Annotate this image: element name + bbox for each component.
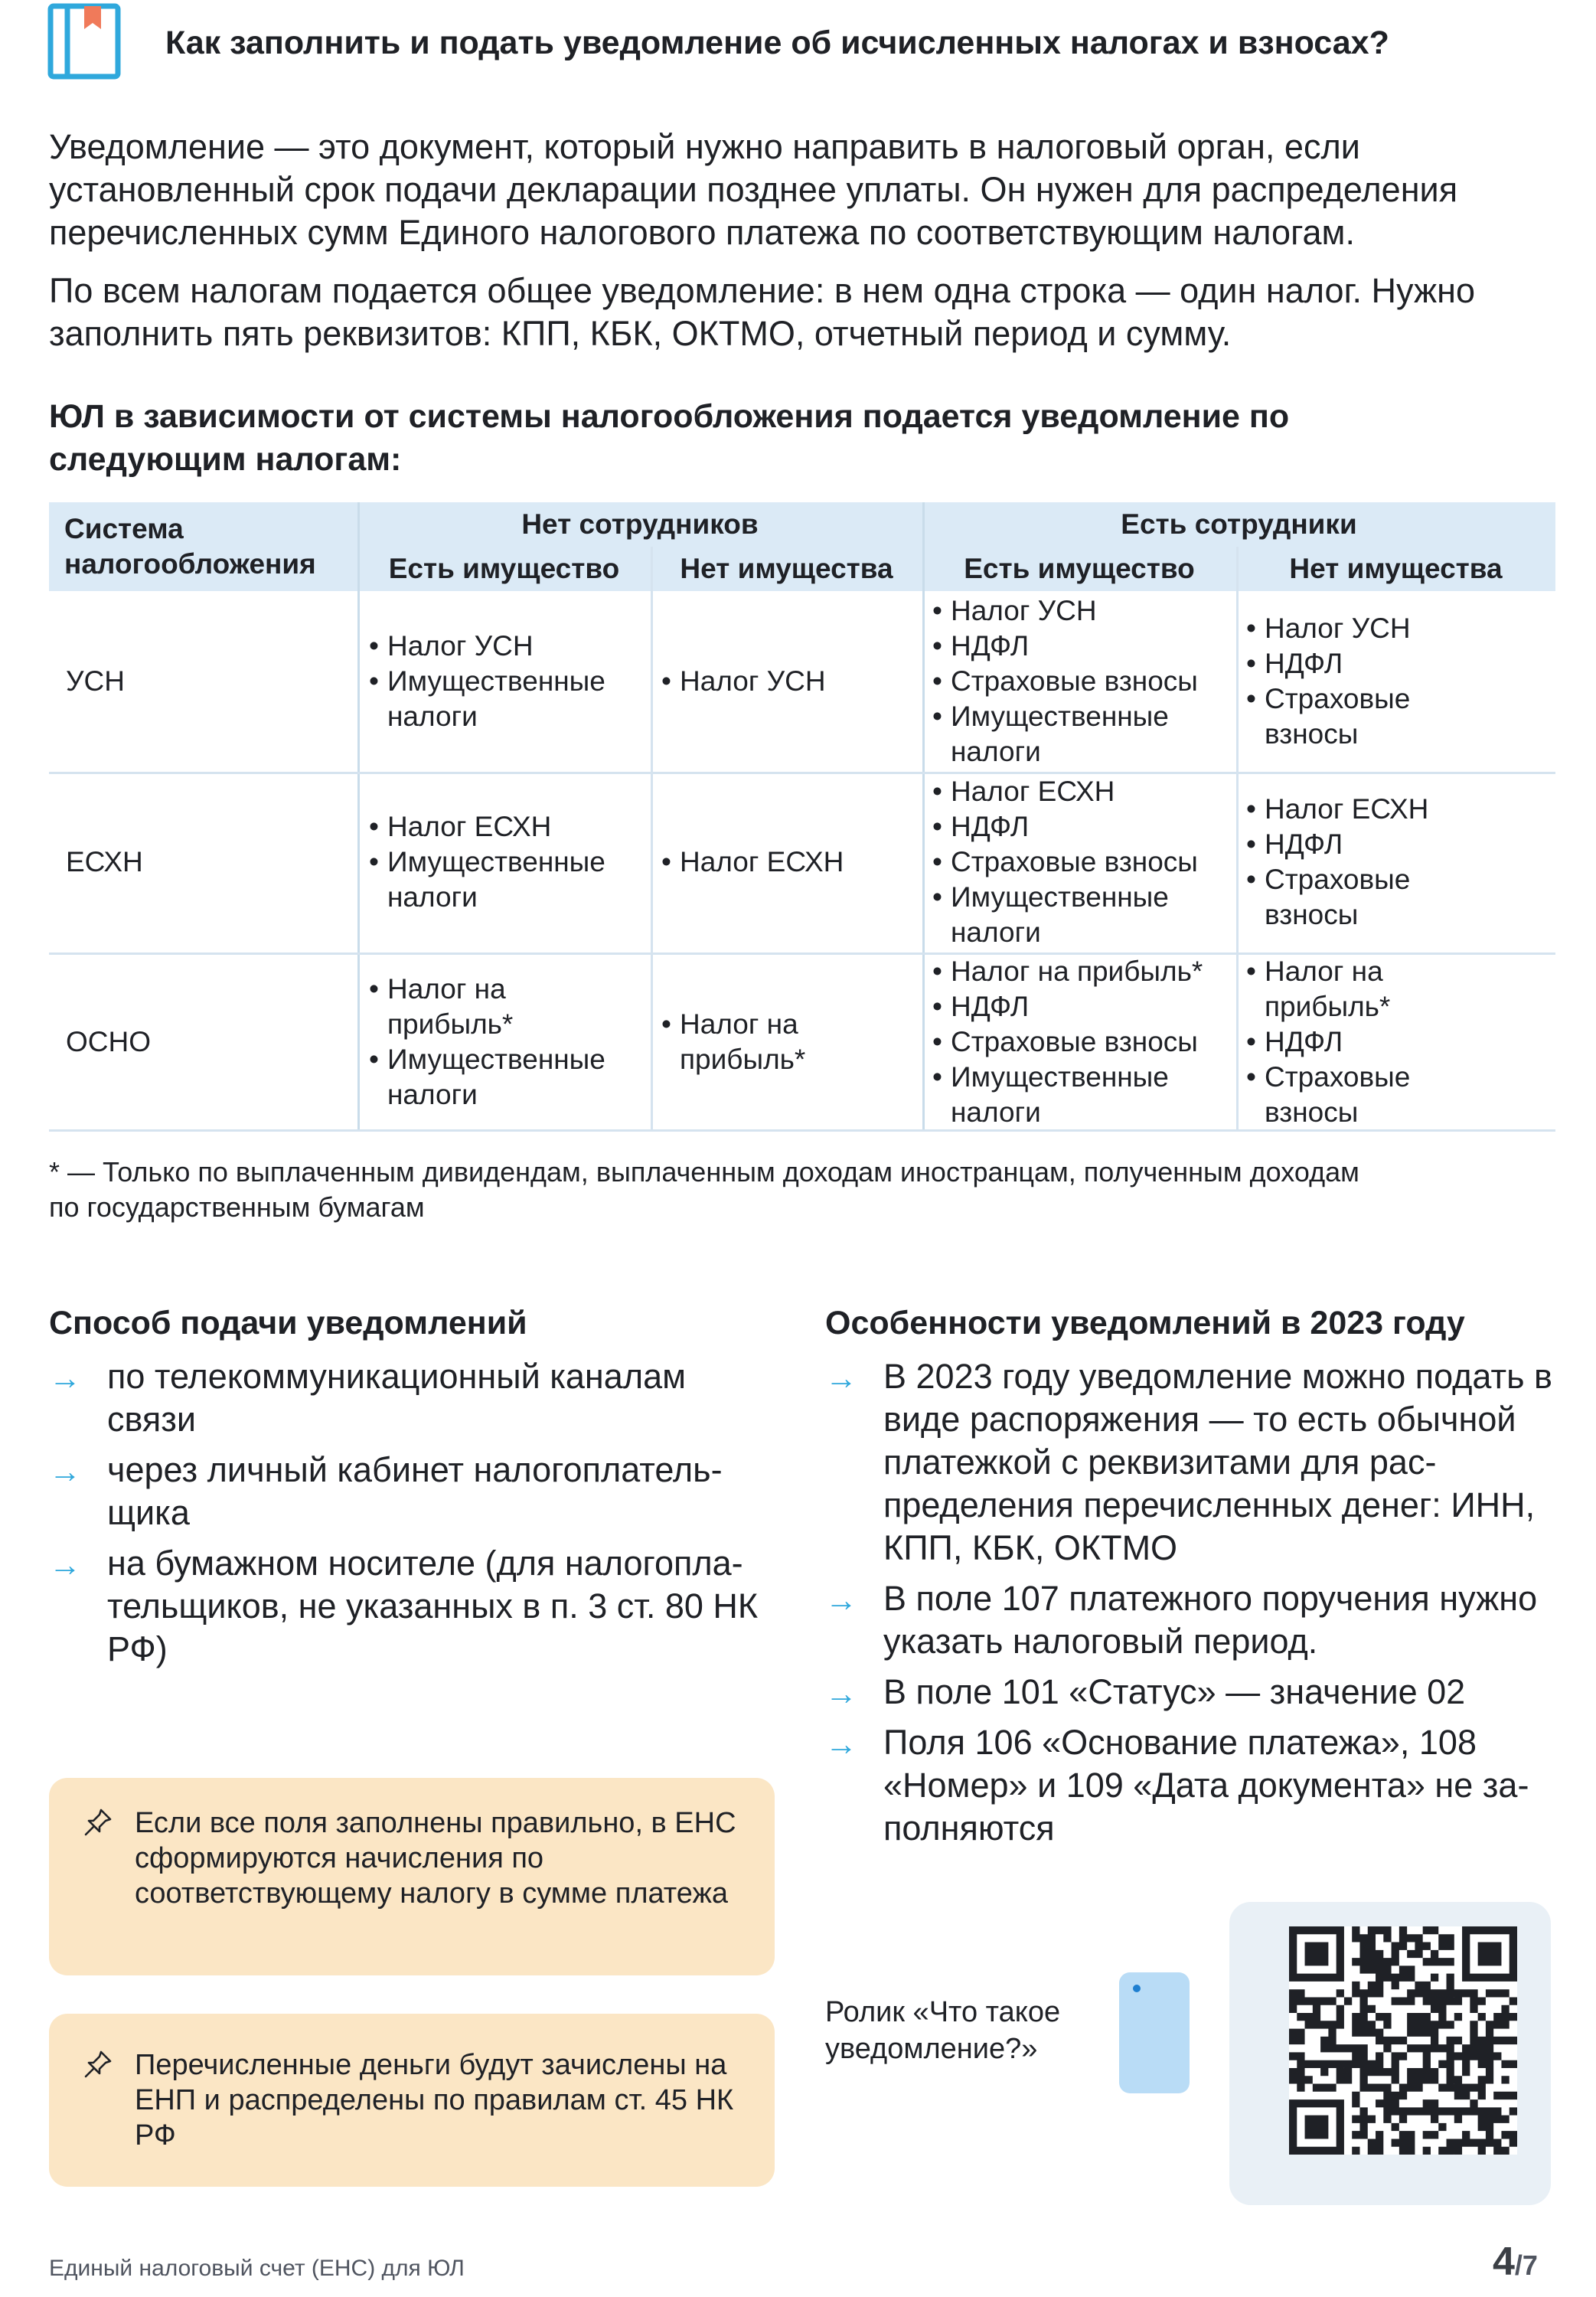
note-text: Перечисленные деньги будут зачислены на ЕНП и распределены по правилам ст. 45 НК РФ (135, 2049, 734, 2152)
tax-item: • НДФЛ (932, 989, 1235, 1024)
intro-line: По всем налогам подается общее уведомление: в нем одна строка — один налог. Нужно (49, 271, 1475, 310)
tax-item: • Страховые взносы (1246, 681, 1445, 752)
list-item (49, 1449, 784, 1534)
table-cell (661, 772, 922, 952)
tax-item: • Налог на прибыль* (661, 1007, 853, 1077)
header-system-line: Система (64, 513, 184, 544)
tax-item: • Имущественные налоги (932, 699, 1231, 769)
qr-code[interactable] (1289, 1926, 1517, 2155)
table-cell (661, 952, 922, 1132)
row-system-label: УСН (66, 665, 125, 697)
tax-item: • Имущественные налоги (932, 880, 1231, 950)
list-item (825, 1577, 1560, 1663)
tax-item: • Страховые взносы (1246, 862, 1445, 933)
arrow-right-icon: → (825, 1582, 857, 1618)
info-note (49, 1778, 775, 1975)
list-item (825, 1721, 1560, 1850)
pin-icon (83, 2049, 113, 2080)
tax-item: • Налог УСН (661, 664, 826, 699)
row-system-label: ОСНО (66, 1026, 151, 1057)
table-cell (932, 772, 1231, 952)
header-no-staff: Нет сотрудников (357, 502, 922, 547)
row-system-label: ЕСХН (66, 846, 143, 877)
header-staff-no-property: Нет имущества (1236, 547, 1555, 591)
pin-icon (83, 1807, 113, 1838)
table-heading-line: ЮЛ в зависимости от системы налогообложения подается уведомление по (49, 398, 1290, 435)
tax-item: • Имущественные налоги (369, 664, 645, 734)
table-cell (369, 952, 645, 1132)
tax-item: • Налог УСН (1246, 611, 1445, 646)
tax-item: • Страховые взносы (932, 845, 1231, 880)
tax-item: • Имущественные налоги (932, 1060, 1235, 1130)
page-number (1493, 2239, 1538, 2285)
table-cell (1246, 591, 1445, 772)
page-current: 4 (1493, 2240, 1515, 2284)
method-section-title: Способ подачи уведомлений (49, 1305, 527, 1341)
list-item-text: В поле 101 «Статус» — значение 02 (883, 1672, 1466, 1711)
footer-text: Единый налоговый счет (ЕНС) для ЮЛ (49, 2256, 465, 2281)
bookmark-book-icon (47, 3, 121, 80)
tax-item: • Налог ЕСХН (661, 845, 844, 880)
tax-item: • НДФЛ (1246, 827, 1445, 862)
table-footnote (49, 1155, 1519, 1225)
phone-camera-dot (1133, 1985, 1141, 1992)
tax-item: • Налог УСН (932, 593, 1231, 629)
tax-item: • Налог УСН (369, 629, 645, 664)
list-item (825, 1671, 1560, 1714)
tax-item: • Налог ЕСХН (369, 809, 645, 845)
list-item-text: по телекоммуникационный каналам связи (107, 1357, 687, 1439)
table-cell (1246, 772, 1445, 952)
video-label: Ролик «Что такое уведомление?» (825, 1996, 1061, 2065)
list-item (825, 1355, 1560, 1570)
arrow-right-icon: → (49, 1453, 81, 1489)
note-text: Если все поля заполнены правильно, в ЕНС сформируются начисления по соответствующему налогу в сумме платежа (135, 1807, 736, 1910)
arrow-right-icon: → (49, 1360, 81, 1396)
tax-item: • НДФЛ (932, 629, 1231, 664)
tax-item: • Налог на прибыль* (369, 972, 560, 1042)
tax-item: • Страховые взносы (1246, 1060, 1438, 1130)
list-item-text: через личный кабинет налогоплательщика (107, 1450, 723, 1532)
intro-line: Уведомление — это документ, который нужно направить в налоговый орган, если (49, 127, 1360, 166)
table-heading-line: следующим налогам: (49, 441, 402, 478)
features-section-title: Особенности уведомлений в 2023 году (825, 1305, 1465, 1341)
table-cell (932, 591, 1231, 772)
list-item-text: Поля 106 «Основание платежа», 108 «Номер» и 109 «Дата документа» не заполняются (883, 1723, 1529, 1848)
header-system-line: налогообложения (64, 548, 316, 580)
table-cell (1246, 952, 1445, 1132)
footnote-line: по государственным бумагам (49, 1191, 425, 1223)
table-divider (1236, 547, 1239, 1132)
tax-item: • Имущественные налоги (369, 1042, 560, 1113)
header-no-staff-no-property: Нет имущества (651, 547, 922, 591)
table-heading (49, 395, 1503, 481)
arrow-right-icon: → (825, 1360, 857, 1396)
header-system (49, 502, 357, 591)
table-cell (369, 772, 645, 952)
arrow-right-icon: → (825, 1726, 857, 1762)
list-item-text: В 2023 году уведомление можно подать в виде распоряжения — то есть обычной платежкой с реквизитами для распределения перечисленных денег: ИНН, КПП, КБК, ОКТМО (883, 1357, 1552, 1567)
table-divider (651, 547, 653, 1132)
table-divider (49, 1129, 1555, 1132)
list-item (49, 1542, 784, 1671)
table-divider (49, 772, 1555, 774)
list-item (49, 1355, 784, 1441)
info-note (49, 2014, 775, 2187)
tax-item: • Налог на прибыль* (1246, 954, 1438, 1024)
tax-item: • Налог ЕСХН (1246, 792, 1445, 827)
list-item-text: на бумажном носителе (для налогоплательщиков, не указанных в п. 3 ст. 80 НК РФ) (107, 1544, 759, 1668)
arrow-right-icon: → (49, 1547, 81, 1583)
arrow-right-icon: → (825, 1675, 857, 1711)
page-total: /7 (1514, 2250, 1538, 2281)
phone-icon (1119, 1972, 1190, 2093)
intro-line: заполнить пять реквизитов: КПП, КБК, ОКТМО, отчетный период и сумму. (49, 314, 1232, 353)
tax-item: • Страховые взносы (932, 1024, 1235, 1060)
table-cell (661, 591, 922, 772)
method-list (49, 1355, 784, 1678)
tax-item: • Имущественные налоги (369, 845, 645, 915)
table-divider (357, 502, 360, 1132)
tax-item: • Страховые взносы (932, 664, 1231, 699)
tax-item: • НДФЛ (1246, 1024, 1438, 1060)
intro-paragraph-2 (49, 270, 1549, 355)
header-no-staff-has-property: Есть имущество (357, 547, 651, 591)
page-title: Как заполнить и подать уведомление об исчисленных налогах и взносах? (165, 25, 1389, 61)
intro-line: установленный срок подачи декларации позднее уплаты. Он нужен для распределения (49, 170, 1458, 209)
features-list (825, 1355, 1560, 1858)
table-cell (369, 591, 645, 772)
header-staff: Есть сотрудники (922, 502, 1555, 547)
list-item-text: В поле 107 платежного поручения нужно указать налоговый период. (883, 1579, 1538, 1661)
footnote-line: * — Только по выплаченным дивидендам, выплаченным доходам иностранцам, полученным доходам (49, 1156, 1359, 1188)
intro-paragraph-1 (49, 126, 1549, 254)
tax-item: • Налог ЕСХН (932, 774, 1231, 809)
table-cell (932, 952, 1235, 1132)
tax-table (49, 502, 1555, 1132)
header-staff-has-property: Есть имущество (922, 547, 1236, 591)
tax-item: • Налог на прибыль* (932, 954, 1235, 989)
tax-item: • НДФЛ (932, 809, 1231, 845)
tax-item: • НДФЛ (1246, 646, 1445, 681)
table-divider (49, 952, 1555, 955)
intro-line: перечисленных сумм Единого налогового платежа по соответствующим налогам. (49, 213, 1355, 252)
table-divider (922, 502, 925, 1132)
